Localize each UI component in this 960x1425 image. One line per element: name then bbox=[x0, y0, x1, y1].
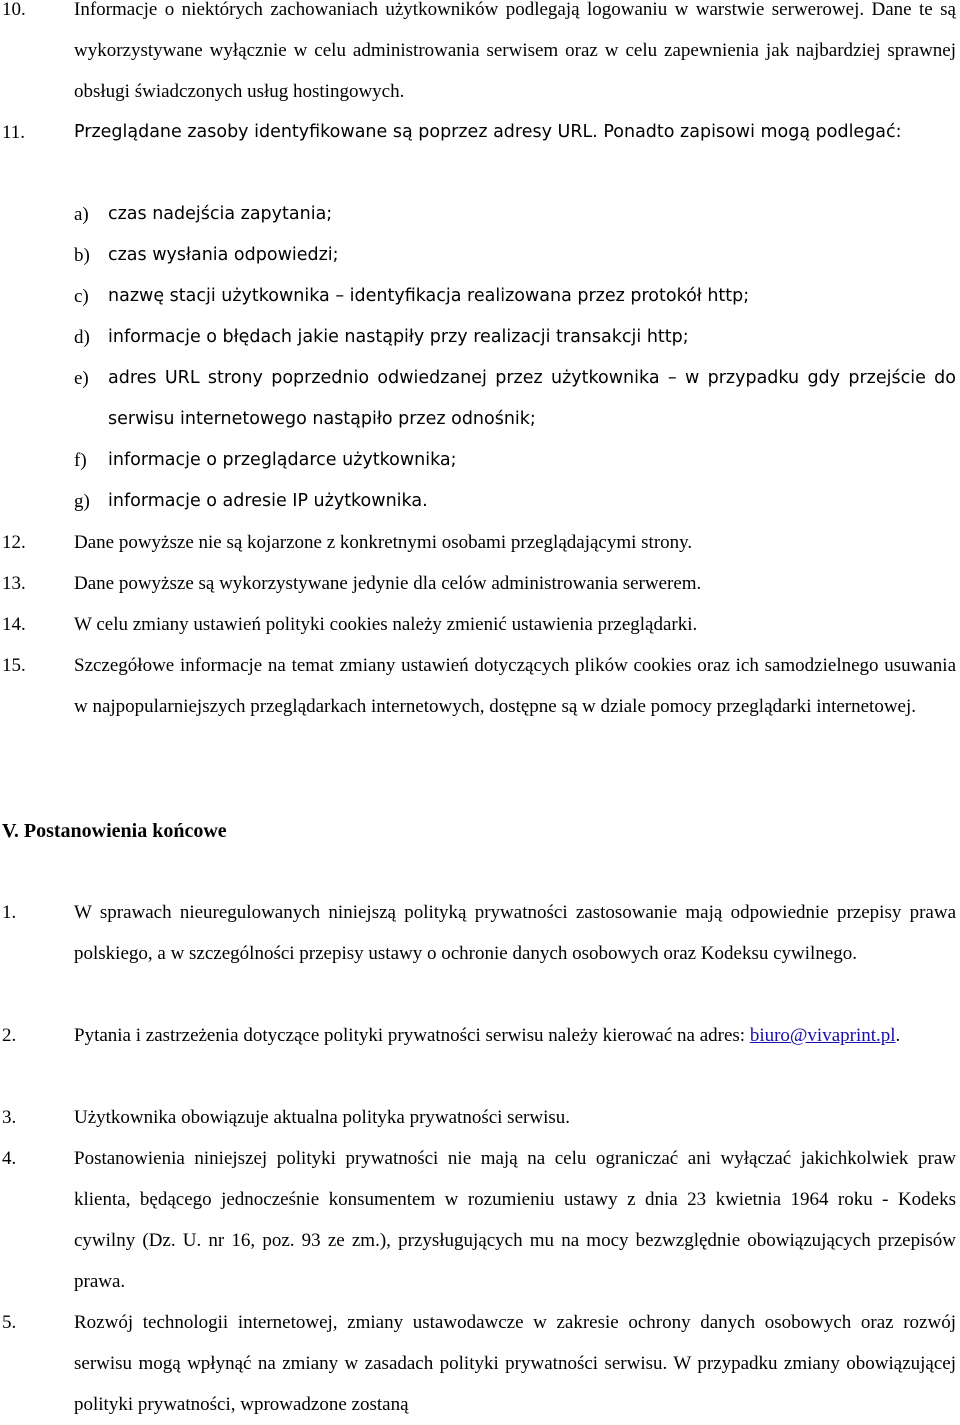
sub-item-letter: f) bbox=[74, 450, 87, 471]
section-heading: V. Postanowienia końcowe bbox=[2, 820, 227, 842]
item-number: 13. bbox=[2, 573, 26, 594]
sub-item-letter: g) bbox=[74, 491, 90, 512]
item-text-before: Pytania i zastrzeżenia dotyczące polityki prywatności serwisu należy kierować na adres: bbox=[74, 1025, 750, 1046]
item-text bbox=[74, 1015, 956, 1056]
sub-item-text: informacje o przeglądarce użytkownika; bbox=[108, 450, 457, 470]
sub-item-text: informacje o błędach jakie nastąpiły przy realizacji transakcji http; bbox=[108, 327, 689, 347]
sub-item-letter: e) bbox=[74, 368, 89, 389]
sub-item-letter: d) bbox=[74, 327, 90, 348]
item-text: Dane powyższe są wykorzystywane jedynie dla celów administrowania serwerem. bbox=[74, 573, 702, 594]
item-number: 15. bbox=[2, 655, 26, 676]
sub-item-text: adres URL strony poprzednio odwiedzanej przez użytkownika – w przypadku gdy przejście do serwisu internetowego nastąpiło przez odnośnik; bbox=[108, 368, 956, 429]
item-text: W celu zmiany ustawień polityki cookies należy zmienić ustawienia przeglądarki. bbox=[74, 614, 698, 635]
item-text: Rozwój technologii internetowej, zmiany ustawodawcze w zakresie ochrony danych osobowych oraz rozwój serwisu mogą wpłynąć na zmiany w zasadach polityki prywatności serwisu. W przypadku zmiany obowiązującej polityki prywatności, wprowadzone zostaną bbox=[74, 1312, 956, 1415]
item-text: Przeglądane zasoby identyfikowane są poprzez adresy URL. Ponadto zapisowi mogą podlegać: bbox=[74, 122, 902, 142]
sub-item-text: czas nadejścia zapytania; bbox=[108, 204, 333, 224]
item-text: Szczegółowe informacje na temat zmiany ustawień dotyczących plików cookies oraz ich samodzielnego usuwania w najpopularniejszych przeglądarkach internetowych, dostępne są w dziale pomocy przeglądarki internetowej. bbox=[74, 655, 956, 717]
item-text: W sprawach nieuregulowanych niniejszą polityką prywatności zastosowanie mają odpowiednie przepisy prawa polskiego, a w szczególności przepisy ustawy o ochronie danych osobowych oraz Kodeksu cywilnego. bbox=[74, 902, 956, 964]
sub-item-text: czas wysłania odpowiedzi; bbox=[108, 245, 339, 265]
item-text: Dane powyższe nie są kojarzone z konkretnymi osobami przeglądającymi strony. bbox=[74, 532, 693, 553]
item-number: 12. bbox=[2, 532, 26, 553]
item-text: Postanowienia niniejszej polityki prywatności nie mają na celu ograniczać ani wyłączać jakichkolwiek praw klienta, będącego jednocześnie konsumentem w rozumieniu ustawy z dnia 23 kwietnia 1964 roku - Kodeks cywilny (Dz. U. nr 16, poz. 93 ze zm.), przysługujących mu na mocy bezwzględnie obowiązujących przepisów prawa. bbox=[74, 1148, 956, 1292]
item-number: 1. bbox=[2, 902, 17, 923]
item-number: 4. bbox=[2, 1148, 17, 1169]
item-number: 14. bbox=[2, 614, 26, 635]
item-number: 5. bbox=[2, 1312, 17, 1333]
sub-item-text: informacje o adresie IP użytkownika. bbox=[108, 491, 428, 511]
sub-item-letter: a) bbox=[74, 204, 89, 225]
sub-item-text: nazwę stacji użytkownika – identyfikacja realizowana przez protokół http; bbox=[108, 286, 750, 306]
item-text: Informacje o niektórych zachowaniach użytkowników podlegają logowaniu w warstwie serwerowej. Dane te są wykorzystywane wyłącznie w celu administrowania serwisem oraz w celu zapewnienia jak najbardziej sprawnej obsługi świadczonych usług hostingowych. bbox=[74, 0, 956, 102]
sub-item-letter: c) bbox=[74, 286, 89, 307]
item-number: 3. bbox=[2, 1107, 17, 1128]
sub-item-letter: b) bbox=[74, 245, 90, 266]
item-text: Użytkownika obowiązuje aktualna polityka prywatności serwisu. bbox=[74, 1107, 570, 1128]
item-number: 11. bbox=[2, 122, 26, 143]
item-number: 2. bbox=[2, 1025, 17, 1046]
item-text-after: . bbox=[895, 1025, 901, 1046]
email-link[interactable]: biuro@vivaprint.pl bbox=[749, 1025, 896, 1046]
item-number: 10. bbox=[2, 0, 26, 20]
